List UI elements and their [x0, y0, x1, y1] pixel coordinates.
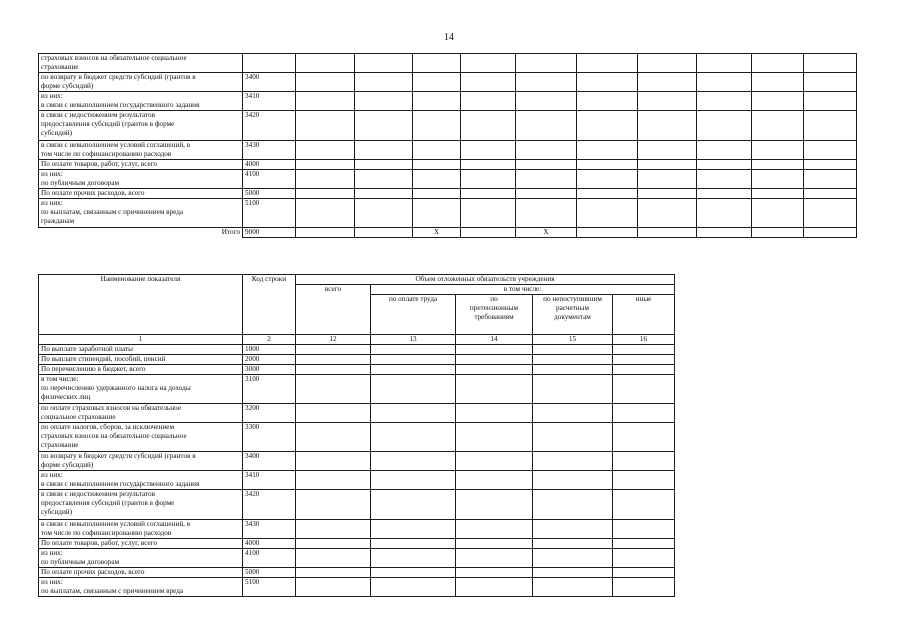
- value-cell: [413, 199, 461, 228]
- table-row: [39, 355, 675, 365]
- value-cell: [296, 471, 371, 490]
- value-cell: [638, 160, 697, 170]
- value-cell: [296, 189, 355, 199]
- value-cell: [371, 490, 456, 520]
- row-label: в связи с недостижением результатов предоставления субсидий (грантов в форме субсидий): [39, 111, 243, 141]
- table-row: [39, 111, 857, 141]
- value-cell: [638, 92, 697, 111]
- value-cell: [533, 355, 613, 365]
- value-cell: [577, 54, 638, 73]
- value-cell: [355, 92, 413, 111]
- header-code: Код строки: [243, 275, 296, 335]
- row-code: 3400: [243, 452, 296, 471]
- value-cell: [456, 578, 533, 597]
- row-label: из них: по публичным договорам: [39, 549, 243, 568]
- value-cell: [752, 170, 804, 189]
- value-cell: [638, 54, 697, 73]
- row-label: По оплате товаров, работ, услуг, всего: [39, 539, 243, 549]
- header-other: иные: [613, 295, 675, 335]
- value-cell: [804, 170, 857, 189]
- value-cell: [461, 141, 516, 160]
- deferred-obligations-table: [38, 274, 675, 597]
- value-cell: [461, 199, 516, 228]
- value-cell: [355, 199, 413, 228]
- row-code: 3100: [243, 375, 296, 404]
- value-cell: [638, 170, 697, 189]
- row-code: 3410: [243, 471, 296, 490]
- row-label: По перечислению в бюджет, всего: [39, 365, 243, 375]
- value-cell: [516, 199, 577, 228]
- row-code: 5100: [243, 578, 296, 597]
- value-cell: [355, 111, 413, 141]
- value-cell: [355, 73, 413, 92]
- table-row: [39, 92, 857, 111]
- header-total: всего: [296, 285, 371, 335]
- row-code: [243, 54, 296, 73]
- value-cell: [413, 92, 461, 111]
- value-cell: [296, 160, 355, 170]
- value-cell: [413, 160, 461, 170]
- value-cell: [533, 345, 613, 355]
- row-code: 5100: [243, 199, 296, 228]
- value-cell: [461, 111, 516, 141]
- page-number: 14: [444, 32, 454, 43]
- table-row: [39, 375, 675, 404]
- row-label: в связи с невыполнением условий соглашений, в том числе по софинансированию расходов: [39, 520, 243, 539]
- value-cell: [456, 404, 533, 423]
- table-row: [39, 578, 675, 597]
- value-cell: [752, 160, 804, 170]
- value-cell: [371, 452, 456, 471]
- col-number: 1: [39, 335, 243, 345]
- value-cell: [533, 365, 613, 375]
- col-number: 2: [243, 335, 296, 345]
- value-cell: [296, 578, 371, 597]
- total-x-mark: X: [516, 228, 577, 238]
- value-cell: [371, 471, 456, 490]
- row-code: 5000: [243, 189, 296, 199]
- table-row: [39, 160, 857, 170]
- value-cell: [577, 73, 638, 92]
- row-code: 4000: [243, 539, 296, 549]
- value-cell: [516, 189, 577, 199]
- value-cell: [355, 189, 413, 199]
- value-cell: [461, 160, 516, 170]
- value-cell: [613, 520, 675, 539]
- value-cell: [533, 452, 613, 471]
- value-cell: [697, 199, 752, 228]
- value-cell: [296, 452, 371, 471]
- value-cell: [752, 54, 804, 73]
- value-cell: [371, 355, 456, 365]
- row-code: 3200: [243, 404, 296, 423]
- value-cell: [456, 423, 533, 452]
- table-row: [39, 345, 675, 355]
- row-label: По оплате прочих расходов, всего: [39, 568, 243, 578]
- value-cell: [638, 73, 697, 92]
- row-code: 4000: [243, 160, 296, 170]
- row-label: из них: в связи с невыполнением государственного задания: [39, 471, 243, 490]
- value-cell: [752, 189, 804, 199]
- row-label: в связи с недостижением результатов предоставления субсидий (грантов в форме субсидий): [39, 490, 243, 520]
- value-cell: [516, 92, 577, 111]
- header-row-1: [39, 275, 675, 285]
- row-code: 4100: [243, 170, 296, 189]
- value-cell: [516, 160, 577, 170]
- value-cell: [296, 141, 355, 160]
- value-cell: [516, 141, 577, 160]
- row-code: 3420: [243, 490, 296, 520]
- total-code: 9000: [243, 228, 296, 238]
- row-label: по оплате налогов, сборов, за исключением страховых взносов на обязательное социальное страхование: [39, 423, 243, 452]
- value-cell: [638, 111, 697, 141]
- value-cell: [371, 549, 456, 568]
- row-label: из них: по публичным договорам: [39, 170, 243, 189]
- row-code: 5000: [243, 568, 296, 578]
- value-cell: [461, 54, 516, 73]
- table-row: [39, 539, 675, 549]
- value-cell: [456, 471, 533, 490]
- value-cell: [804, 141, 857, 160]
- value-cell: [371, 423, 456, 452]
- row-code: 1000: [243, 345, 296, 355]
- value-cell: [613, 365, 675, 375]
- value-cell: [296, 365, 371, 375]
- value-cell: [516, 73, 577, 92]
- value-cell: [804, 189, 857, 199]
- value-cell: [613, 490, 675, 520]
- value-cell: [296, 568, 371, 578]
- value-cell: [296, 199, 355, 228]
- value-cell: [371, 578, 456, 597]
- table-row: [39, 404, 675, 423]
- value-cell: [355, 160, 413, 170]
- row-label: По оплате прочих расходов, всего: [39, 189, 243, 199]
- value-cell: [296, 375, 371, 404]
- value-cell: [533, 520, 613, 539]
- value-cell: [533, 404, 613, 423]
- value-cell: [296, 549, 371, 568]
- row-label: по оплате страховых взносов на обязательное социальное страхование: [39, 404, 243, 423]
- value-cell: [456, 539, 533, 549]
- value-cell: [697, 189, 752, 199]
- row-label: По оплате товаров, работ, услуг, всего: [39, 160, 243, 170]
- value-cell: [697, 160, 752, 170]
- value-cell: [371, 404, 456, 423]
- col-number: 12: [296, 335, 371, 345]
- value-cell: [613, 375, 675, 404]
- header-docs: по непоступившим расчетным документам: [533, 295, 613, 335]
- value-cell: [804, 92, 857, 111]
- value-cell: [456, 490, 533, 520]
- column-number-row: [39, 335, 675, 345]
- value-cell: [413, 111, 461, 141]
- value-cell: [296, 539, 371, 549]
- value-cell: [697, 170, 752, 189]
- header-incl: в том числе:: [371, 285, 675, 295]
- value-cell: [355, 141, 413, 160]
- table-row: [39, 170, 857, 189]
- value-cell: [516, 54, 577, 73]
- value-cell: [752, 199, 804, 228]
- value-cell: [371, 539, 456, 549]
- value-cell: [296, 520, 371, 539]
- value-cell: [371, 568, 456, 578]
- total-row: [39, 228, 857, 238]
- value-cell: [296, 73, 355, 92]
- value-cell: [461, 189, 516, 199]
- value-cell: [355, 54, 413, 73]
- table-row: [39, 141, 857, 160]
- value-cell: [613, 345, 675, 355]
- header-labor: по оплате труда: [371, 295, 456, 335]
- value-cell: [577, 199, 638, 228]
- value-cell: [697, 73, 752, 92]
- value-cell: [371, 345, 456, 355]
- table-row: [39, 365, 675, 375]
- value-cell: [516, 111, 577, 141]
- value-cell: [461, 92, 516, 111]
- row-code: 3430: [243, 520, 296, 539]
- value-cell: [613, 423, 675, 452]
- value-cell: [413, 73, 461, 92]
- value-cell: [456, 355, 533, 365]
- value-cell: [456, 375, 533, 404]
- value-cell: [296, 54, 355, 73]
- row-code: 3300: [243, 423, 296, 452]
- value-cell: [697, 111, 752, 141]
- table-row: [39, 568, 675, 578]
- value-cell: [371, 520, 456, 539]
- value-cell: [371, 375, 456, 404]
- value-cell: [752, 141, 804, 160]
- table-row: [39, 73, 857, 92]
- table-row: [39, 423, 675, 452]
- value-cell: [296, 423, 371, 452]
- table-row: [39, 490, 675, 520]
- value-cell: [533, 375, 613, 404]
- value-cell: [804, 54, 857, 73]
- value-cell: [577, 228, 638, 238]
- value-cell: [752, 92, 804, 111]
- row-label: из них: в связи с невыполнением государственного задания: [39, 92, 243, 111]
- header-claims: по претензионным требованиям: [456, 295, 533, 335]
- value-cell: [613, 471, 675, 490]
- row-code: 2000: [243, 355, 296, 365]
- value-cell: [461, 73, 516, 92]
- value-cell: [296, 345, 371, 355]
- row-label: из них: по выплатам, связанным с причинением вреда: [39, 578, 243, 597]
- value-cell: [577, 141, 638, 160]
- value-cell: [638, 199, 697, 228]
- value-cell: [413, 189, 461, 199]
- row-label: по возврату в бюджет средств субсидий (грантов в форме субсидий): [39, 73, 243, 92]
- row-label: по возврату в бюджет средств субсидий (грантов в форме субсидий): [39, 452, 243, 471]
- value-cell: [804, 228, 857, 238]
- value-cell: [533, 568, 613, 578]
- value-cell: [577, 92, 638, 111]
- row-code: 4100: [243, 549, 296, 568]
- value-cell: [456, 549, 533, 568]
- row-code: 3400: [243, 73, 296, 92]
- table-row: [39, 471, 675, 490]
- value-cell: [613, 539, 675, 549]
- value-cell: [752, 228, 804, 238]
- value-cell: [296, 170, 355, 189]
- value-cell: [752, 73, 804, 92]
- value-cell: [413, 141, 461, 160]
- row-label: в том числе: по перечислению удержанного налога на доходы физических лиц: [39, 375, 243, 404]
- value-cell: [804, 111, 857, 141]
- value-cell: [533, 490, 613, 520]
- row-code: 3420: [243, 111, 296, 141]
- table-row: [39, 199, 857, 228]
- value-cell: [577, 189, 638, 199]
- total-x-mark: X: [413, 228, 461, 238]
- value-cell: [533, 539, 613, 549]
- total-label: Итого: [221, 228, 240, 236]
- col-number: 15: [533, 335, 613, 345]
- value-cell: [697, 92, 752, 111]
- row-label: страховых взносов на обязательное социальное страхование: [39, 54, 243, 73]
- row-label: По выплате стипендий, пособий, пенсий: [39, 355, 243, 365]
- row-label: По выплате заработной платы: [39, 345, 243, 355]
- value-cell: [697, 141, 752, 160]
- value-cell: [461, 228, 516, 238]
- value-cell: [577, 170, 638, 189]
- value-cell: [355, 228, 413, 238]
- top-report-table: [38, 53, 857, 238]
- value-cell: [804, 73, 857, 92]
- row-label: в связи с невыполнением условий соглашений, в том числе по софинансированию расходов: [39, 141, 243, 160]
- table-row: [39, 452, 675, 471]
- value-cell: [638, 141, 697, 160]
- value-cell: [296, 92, 355, 111]
- row-code: 3430: [243, 141, 296, 160]
- value-cell: [613, 404, 675, 423]
- value-cell: [613, 452, 675, 471]
- value-cell: [533, 471, 613, 490]
- value-cell: [296, 404, 371, 423]
- value-cell: [296, 228, 355, 238]
- value-cell: [355, 170, 413, 189]
- col-number: 13: [371, 335, 456, 345]
- value-cell: [456, 452, 533, 471]
- value-cell: [533, 549, 613, 568]
- value-cell: [613, 549, 675, 568]
- header-group: Объем отложенных обязательств учреждения: [296, 275, 675, 285]
- row-code: 3000: [243, 365, 296, 375]
- value-cell: [577, 160, 638, 170]
- value-cell: [371, 365, 456, 375]
- value-cell: [613, 568, 675, 578]
- value-cell: [533, 423, 613, 452]
- table-row: [39, 54, 857, 73]
- col-number: 16: [613, 335, 675, 345]
- value-cell: [461, 170, 516, 189]
- value-cell: [296, 490, 371, 520]
- value-cell: [577, 111, 638, 141]
- value-cell: [296, 111, 355, 141]
- value-cell: [752, 111, 804, 141]
- row-label: из них: по выплатам, связанным с причинением вреда гражданам: [39, 199, 243, 228]
- value-cell: [697, 228, 752, 238]
- value-cell: [456, 345, 533, 355]
- value-cell: [804, 160, 857, 170]
- header-name: Наименование показателя: [39, 275, 243, 335]
- value-cell: [533, 578, 613, 597]
- value-cell: [638, 228, 697, 238]
- table-row: [39, 189, 857, 199]
- table-row: [39, 549, 675, 568]
- value-cell: [413, 54, 461, 73]
- col-number: 14: [456, 335, 533, 345]
- value-cell: [697, 54, 752, 73]
- value-cell: [516, 170, 577, 189]
- row-code: 3410: [243, 92, 296, 111]
- value-cell: [413, 170, 461, 189]
- value-cell: [638, 189, 697, 199]
- value-cell: [296, 355, 371, 365]
- value-cell: [613, 355, 675, 365]
- value-cell: [613, 578, 675, 597]
- value-cell: [456, 520, 533, 539]
- table-row: [39, 520, 675, 539]
- value-cell: [456, 365, 533, 375]
- value-cell: [804, 199, 857, 228]
- value-cell: [456, 568, 533, 578]
